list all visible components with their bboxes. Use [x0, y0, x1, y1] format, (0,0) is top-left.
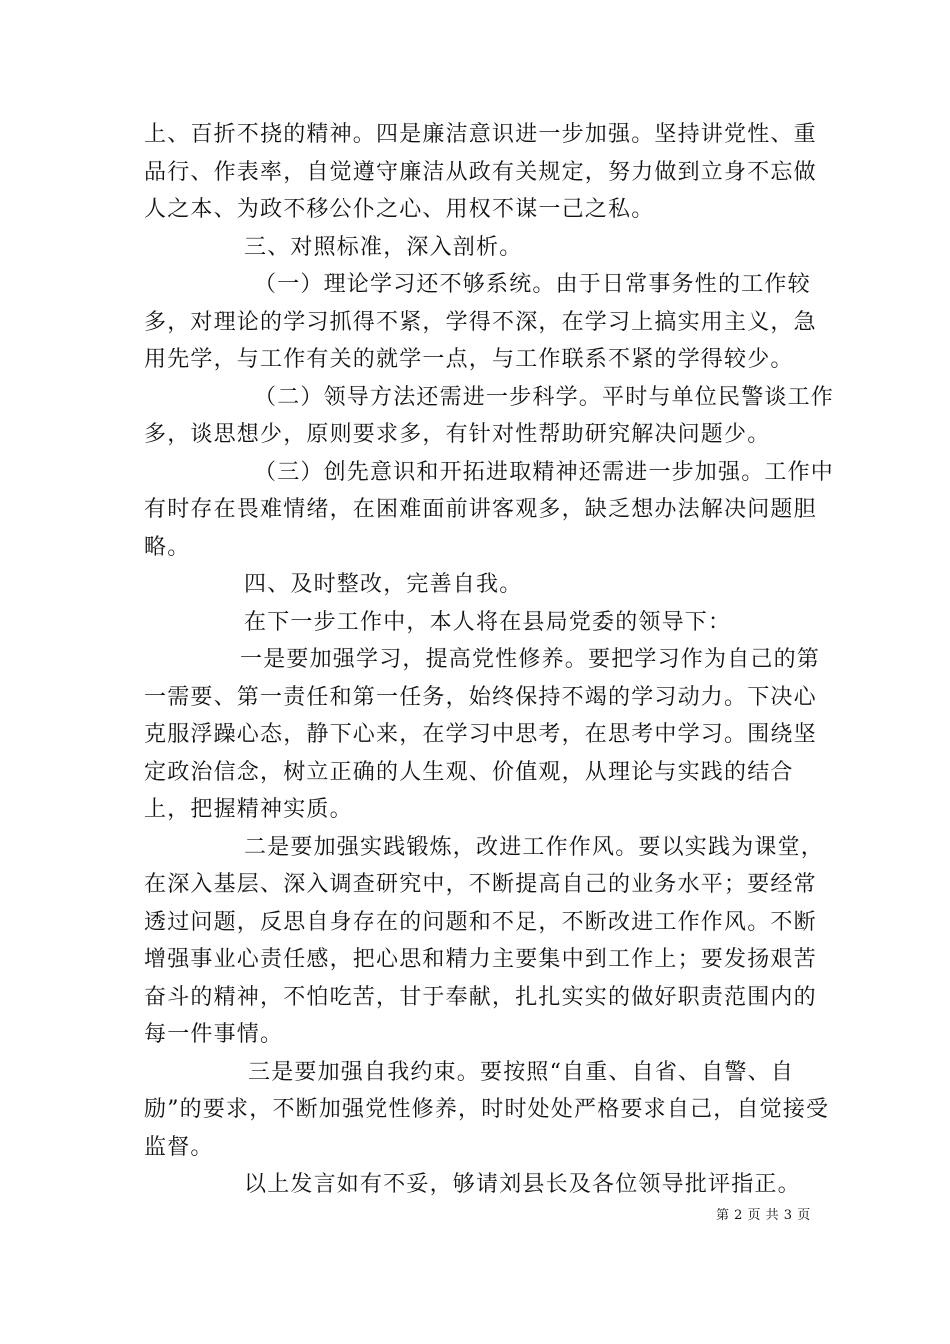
heading-section-four: 四、及时整改，完善自我。 — [244, 572, 523, 597]
paragraph-next-step-intro: 在下一步工作中，本人将在县局党委的领导下： — [244, 609, 732, 635]
paragraph-integrity: 上、百折不挠的精神。四是廉洁意识进一步加强。坚持讲党性、重品行、作表率，自觉遵守廉洁从政有关规定，努力做到立身不忘做人之本、为政不移公仆之心、用权不谋一己之私。 — [144, 122, 817, 222]
paragraph-innovation: （三）创先意识和开拓进取精神还需进一步加强。工作中有时存在畏难情绪，在困难面前讲客观多，缺乏想办法解决问题胆略。 — [144, 459, 835, 560]
paragraph-strengthen-study: 一是要加强学习，提高党性修养。要把学习作为自己的第一需要、第一责任和第一任务，始终保持不竭的学习动力。下决心克服浮躁心态，静下心来，在学习中思考，在思考中学习。围绕坚定政治信念，树立正确的人生观、价值观，从理论与实践的结合上，把握精神实质。 — [144, 647, 821, 822]
paragraph-theory-study: （一）理论学习还不够系统。由于日常事务性的工作较多，对理论的学习抓得不紧，学得不深，在学习上搞实用主义，急用先学，与工作有关的就学一点，与工作联系不紧的学得较少。 — [144, 272, 817, 372]
paragraph-leadership-method: （二）领导方法还需进一步科学。平时与单位民警谈工作多，谈思想少，原则要求多，有针对性帮助研究解决问题少。 — [144, 384, 835, 447]
heading-section-three: 三、对照标准，深入剖析。 — [244, 234, 523, 260]
paragraph-closing: 以上发言如有不妥，够请刘县长及各位领导批评指正。 — [244, 1172, 801, 1197]
document-body — [144, 116, 834, 1204]
paragraph-self-discipline: 三是要加强自我约束。要按照“自重、自省、自警、自励”的要求，不断加强党性修养，时时处处严格要求自己，自觉接受监督。 — [144, 1059, 830, 1160]
paragraph-practice: 二是要加强实践锻炼，改进工作作风。要以实践为课堂，在深入基层、深入调查研究中，不断提高自己的业务水平；要经常透过问题，反思自身存在的问题和不足，不断改进工作作风。不断增强事业心责任感，把心思和精力主要集中到工作上；要发扬艰苦奋斗的精神，不怕吃苦，甘于奉献，扎扎实实的做好职责范围内的每一件事情。 — [144, 834, 825, 1047]
page-number: 第 2 页 共 3 页 — [716, 1208, 811, 1223]
